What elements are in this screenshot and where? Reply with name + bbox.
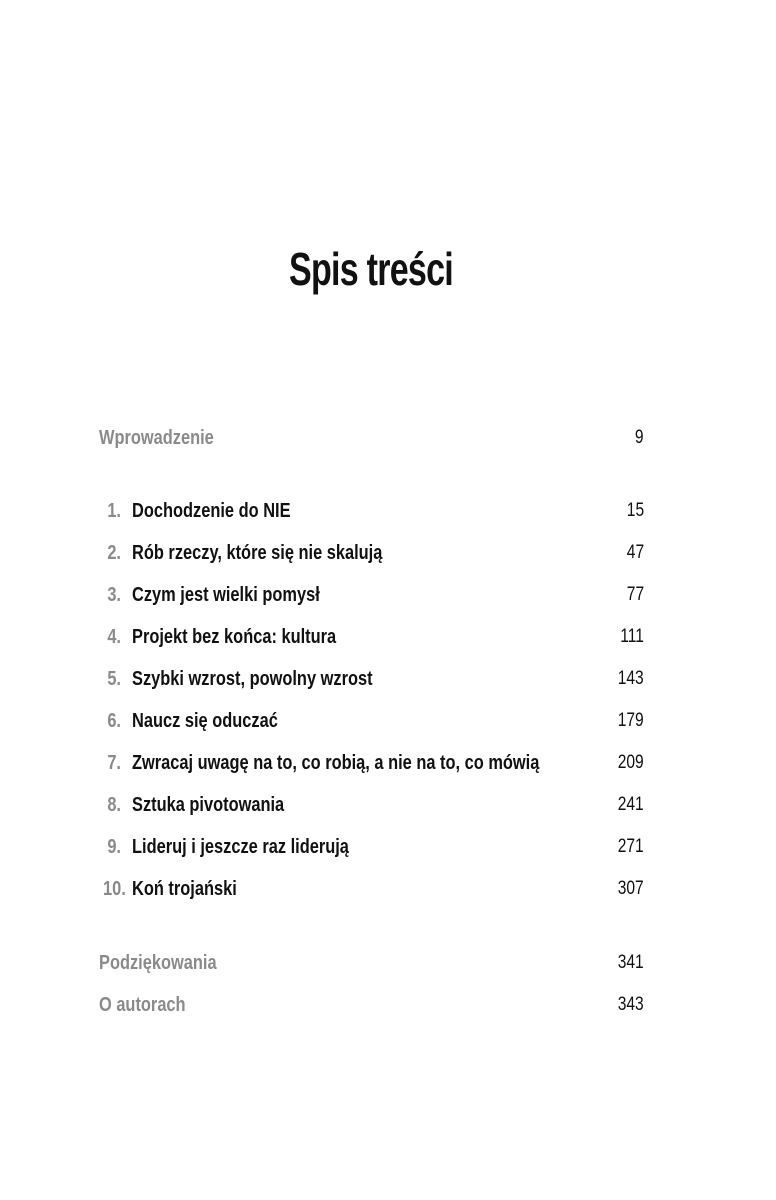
chapter-number: 2. [107,542,121,564]
toc-entry-intro[interactable] [99,424,644,452]
chapter-title: Rób rzeczy, które się nie skalują [132,542,383,564]
toc-entry-about-authors[interactable] [99,991,644,1019]
toc-entry-chapter[interactable] [99,539,644,567]
chapter-title: Koń trojański [132,878,237,900]
chapter-title: Zwracaj uwagę na to, co robią, a nie na to, co mówią [132,752,540,774]
chapter-title: Czym jest wielki pomysł [132,584,320,606]
toc-entry-chapter[interactable] [99,623,644,651]
chapter-page: 111 [620,626,644,647]
toc-entry-acknowledgements[interactable] [99,949,644,977]
chapter-page: 179 [618,710,644,731]
chapter-title: Naucz się oduczać [132,710,278,732]
toc-entry-label: O autorach [99,994,186,1016]
chapter-number: 9. [107,836,121,858]
chapter-number: 10. [102,878,126,900]
chapter-page: 15 [626,500,644,521]
toc-entry-page: 343 [618,994,644,1015]
toc-entry-page: 341 [618,952,644,973]
toc-entry-chapter[interactable] [99,707,644,735]
chapter-title: Dochodzenie do NIE [132,500,291,522]
page-title: Spis treści [288,242,454,295]
chapter-page: 77 [626,584,644,605]
chapter-title: Sztuka pivotowania [132,794,285,816]
chapter-number: 5. [107,668,121,690]
toc-entry-label: Podziękowania [99,952,217,974]
chapter-number: 8. [107,794,121,816]
chapter-title: Lideruj i jeszcze raz liderują [132,836,349,858]
chapter-number: 1. [107,500,121,522]
chapter-page: 307 [618,878,644,899]
chapter-number: 6. [107,710,121,732]
toc-entry-chapter[interactable] [99,749,644,777]
chapter-number: 3. [107,584,121,606]
chapter-number: 7. [107,752,121,774]
toc-entry-chapter[interactable] [99,791,644,819]
toc-entry-chapter[interactable] [99,833,644,861]
chapter-page: 271 [618,836,644,857]
toc-entry-chapter[interactable] [99,665,644,693]
chapter-number: 4. [107,626,121,648]
toc-entry-chapter[interactable] [99,581,644,609]
toc-entry-chapter[interactable] [99,497,644,525]
chapter-title: Szybki wzrost, powolny wzrost [132,668,373,690]
chapter-page: 241 [618,794,644,815]
toc-entry-chapter[interactable] [99,875,644,903]
chapter-page: 209 [618,752,644,773]
toc-entry-label: Wprowadzenie [99,427,214,449]
chapter-page: 143 [618,668,644,689]
chapter-title: Projekt bez końca: kultura [132,626,337,648]
chapter-page: 47 [626,542,644,563]
toc-entry-page: 9 [635,427,644,448]
